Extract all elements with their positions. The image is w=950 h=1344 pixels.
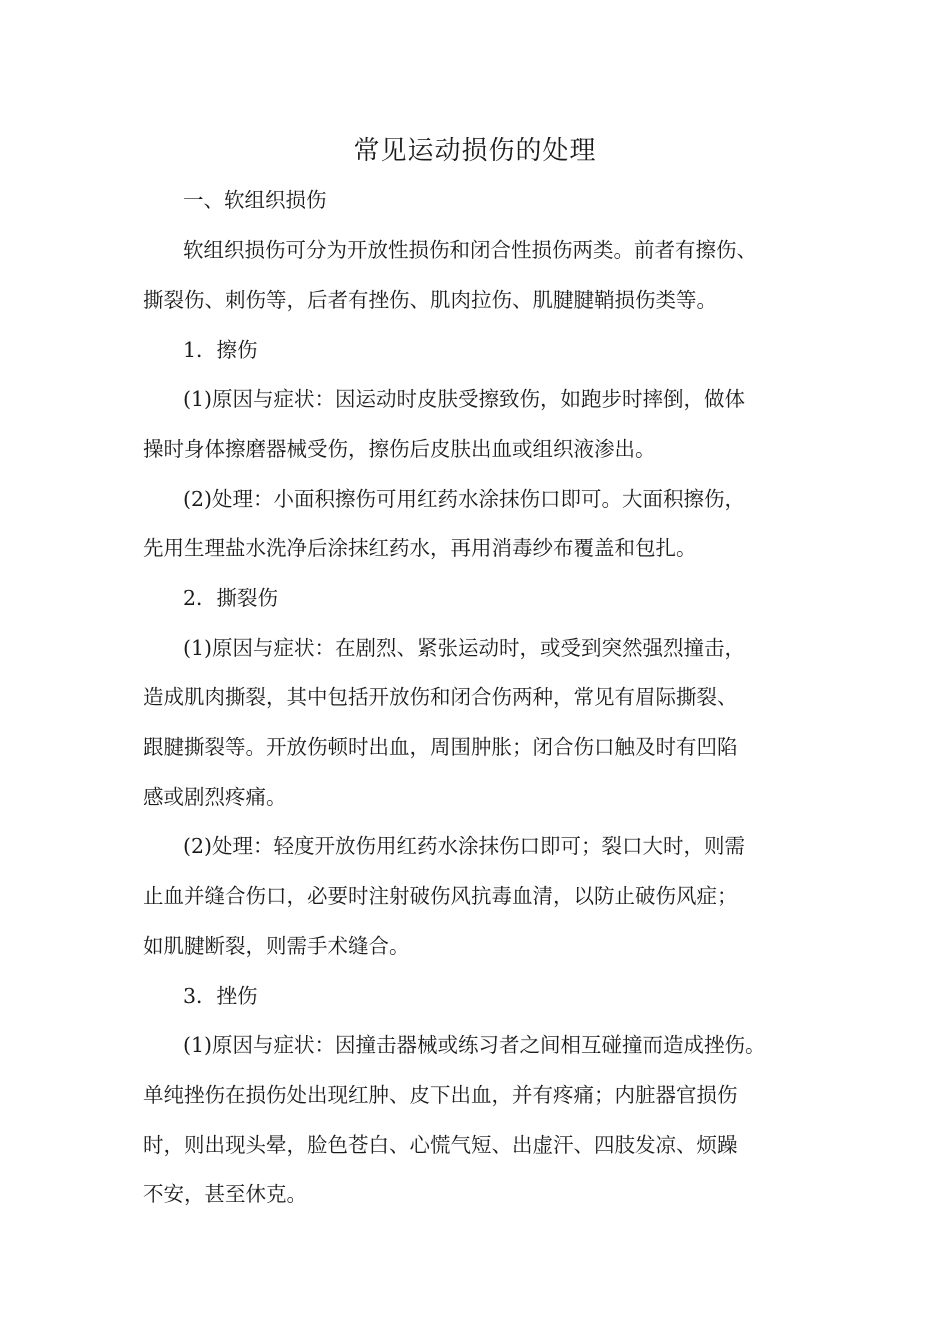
paragraph-line: 时，则出现头晕，脸色苍白、心慌气短、出虚汗、四肢发凉、烦躁 — [143, 1133, 738, 1157]
paragraph-line: (1)原因与症状：在剧烈、紧张运动时，或受到突然强烈撞击， — [183, 636, 746, 660]
paragraph-line: (1)原因与症状：因撞击器械或练习者之间相互碰撞而造成挫伤。 — [183, 1033, 766, 1057]
paragraph-line: 跟腱撕裂等。开放伤顿时出血，周围肿胀；闭合伤口触及时有凹陷 — [143, 735, 738, 759]
paragraph-line: 操时身体擦磨器械受伤，擦伤后皮肤出血或组织液渗出。 — [143, 437, 656, 461]
paragraph-line: (2)处理：小面积擦伤可用红药水涂抹伤口即可。大面积擦伤， — [183, 487, 746, 511]
paragraph-line: 如肌腱断裂，则需手术缝合。 — [143, 934, 410, 958]
paragraph-line: 止血并缝合伤口，必要时注射破伤风抗毒血清，以防止破伤风症； — [143, 884, 738, 908]
paragraph-line: 感或剧烈疼痛。 — [143, 785, 287, 809]
subsection-heading: 3．挫伤 — [183, 984, 258, 1008]
paragraph-line: 软组织损伤可分为开放性损伤和闭合性损伤两类。前者有擦伤、 — [183, 238, 757, 262]
paragraph-line: 造成肌肉撕裂，其中包括开放伤和闭合伤两种，常见有眉际撕裂、 — [143, 685, 738, 709]
paragraph-line: (2)处理：轻度开放伤用红药水涂抹伤口即可；裂口大时，则需 — [183, 834, 746, 858]
paragraph-line: 先用生理盐水洗净后涂抹红药水，再用消毒纱布覆盖和包扎。 — [143, 536, 697, 560]
paragraph-line: 不安，甚至休克。 — [143, 1182, 307, 1206]
section-heading: 一、软组织损伤 — [183, 188, 327, 212]
paragraph-line: 单纯挫伤在损伤处出现红肿、皮下出血，并有疼痛；内脏器官损伤 — [143, 1083, 738, 1107]
subsection-heading: 2．撕裂伤 — [183, 586, 279, 610]
page-title: 常见运动损伤的处理 — [353, 136, 597, 166]
paragraph-line: 撕裂伤、刺伤等，后者有挫伤、肌肉拉伤、肌腱腱鞘损伤类等。 — [143, 288, 717, 312]
subsection-heading: 1．擦伤 — [183, 338, 258, 362]
paragraph-line: (1)原因与症状：因运动时皮肤受擦致伤，如跑步时摔倒，做体 — [183, 387, 746, 411]
